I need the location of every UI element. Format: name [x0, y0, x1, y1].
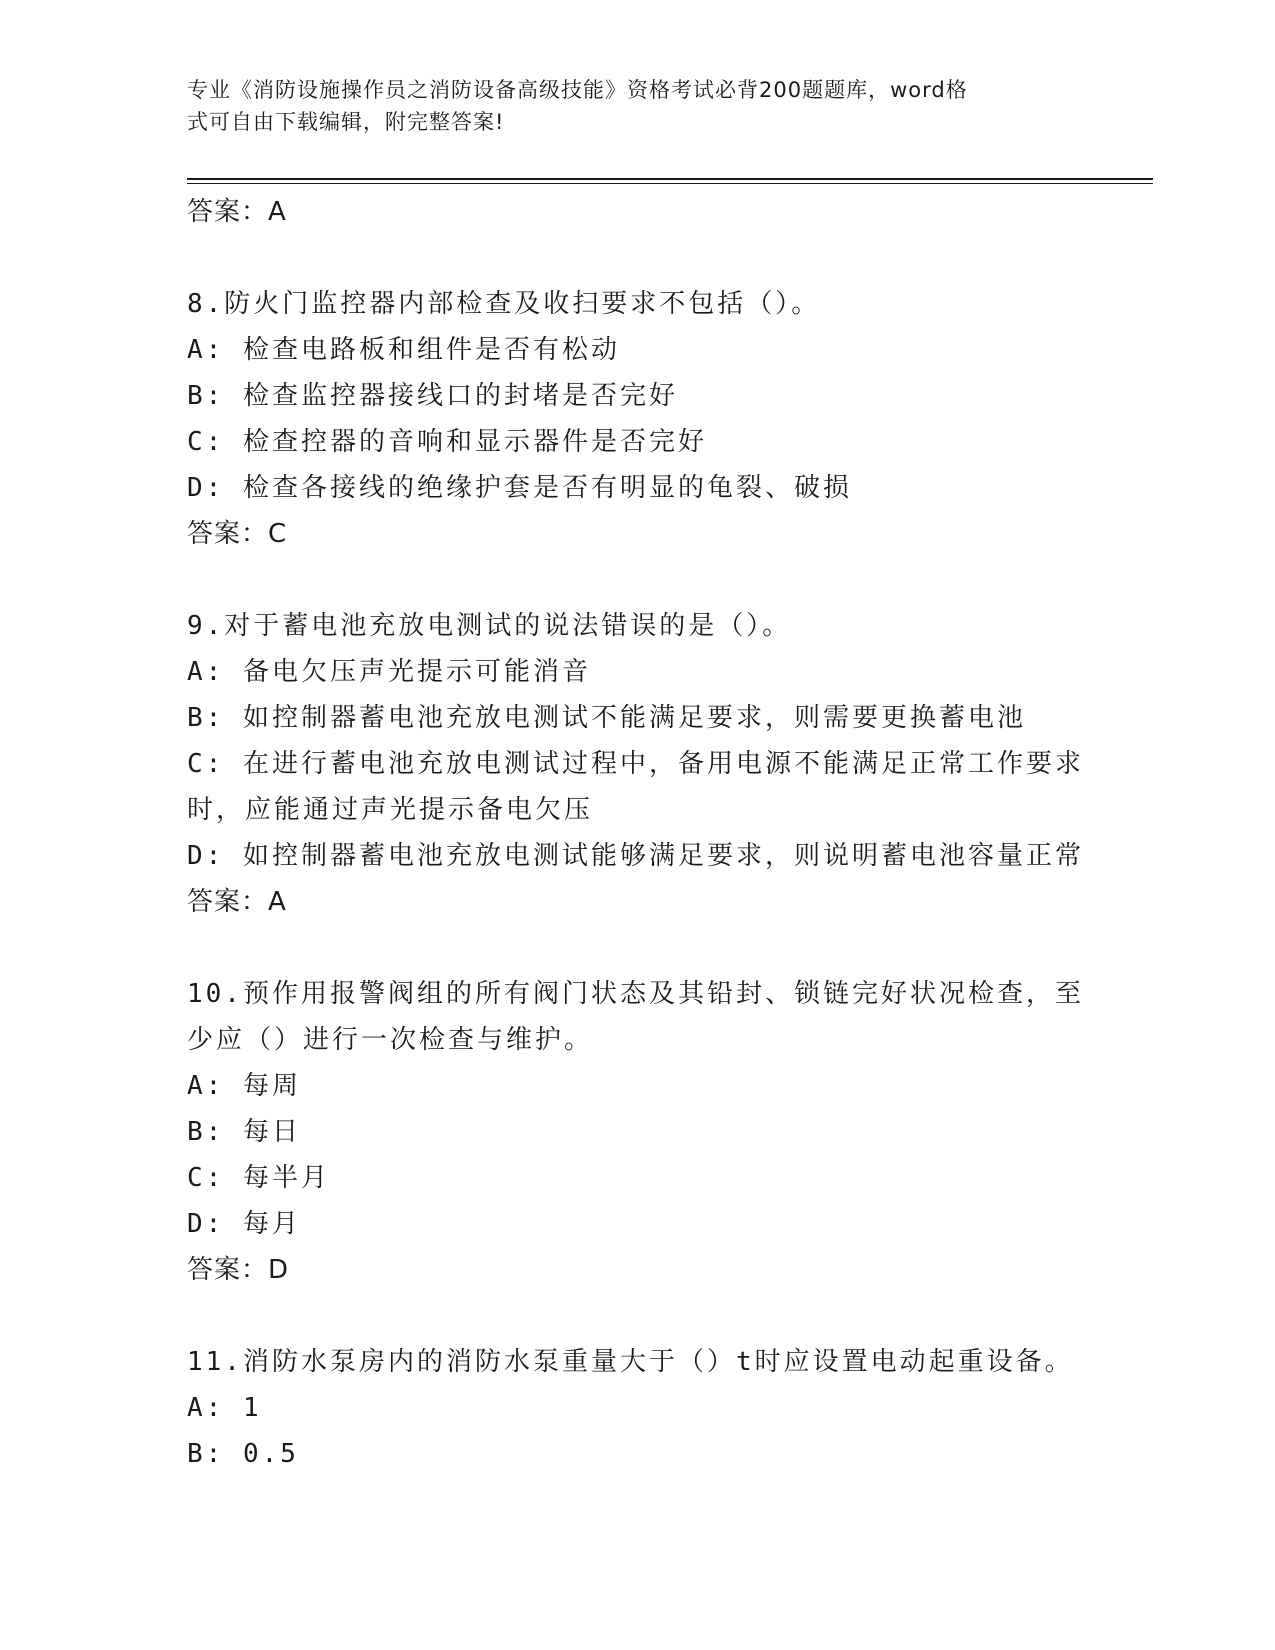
question-10 — [187, 971, 1087, 1293]
answer-q9: 答案：A — [187, 887, 287, 917]
question-list — [187, 189, 1087, 1477]
option-b: B: 0.5 — [187, 1439, 299, 1469]
option-c: C: 检查控器的音响和显示器件是否完好 — [187, 427, 707, 457]
option-a: A: 备电欠压声光提示可能消音 — [187, 657, 591, 687]
header-rule-thin — [187, 183, 1153, 184]
option-b: B: 检查监控器接线口的封堵是否完好 — [187, 381, 678, 411]
option-d: D: 如控制器蓄电池充放电测试能够满足要求，则说明蓄电池容量正常 — [187, 841, 1084, 871]
option-c: C: 每半月 — [187, 1163, 330, 1193]
question-9 — [187, 603, 1087, 925]
spacer — [187, 235, 1087, 281]
option-a: A: 1 — [187, 1393, 262, 1423]
question-stem-line-2: 少应（）进行一次检查与维护。 — [187, 1025, 594, 1055]
header-line-2: 式可自由下载编辑，附完整答案! — [187, 110, 505, 134]
answer-q7: 答案：A — [187, 197, 287, 227]
question-stem: 8.防火门监控器内部检查及收扫要求不包括（）。 — [187, 289, 821, 319]
spacer — [187, 1293, 1087, 1339]
header-rule-thick — [187, 178, 1153, 180]
header-line-1: 专业《消防设施操作员之消防设备高级技能》资格考试必背200题题库，word格 — [187, 78, 968, 102]
question-11 — [187, 1339, 1087, 1477]
answer-q8: 答案：C — [187, 519, 288, 549]
option-b: B: 每日 — [187, 1117, 301, 1147]
document-header — [187, 74, 1067, 138]
spacer — [187, 925, 1087, 971]
question-stem-line-1: 10.预作用报警阀组的所有阀门状态及其铅封、锁链完好状况检查，至 — [187, 979, 1084, 1009]
option-a: A: 检查电路板和组件是否有松动 — [187, 335, 620, 365]
question-stem: 11.消防水泵房内的消防水泵重量大于（）t时应设置电动起重设备。 — [187, 1347, 1074, 1377]
spacer — [187, 557, 1087, 603]
option-a: A: 每周 — [187, 1071, 301, 1101]
option-b: B: 如控制器蓄电池充放电测试不能满足要求，则需要更换蓄电池 — [187, 703, 1026, 733]
question-stem: 9.对于蓄电池充放电测试的说法错误的是（）。 — [187, 611, 792, 641]
option-c-line-2: 时，应能通过声光提示备电欠压 — [187, 795, 594, 825]
option-d: D: 检查各接线的绝缘护套是否有明显的龟裂、破损 — [187, 473, 852, 503]
option-d: D: 每月 — [187, 1209, 301, 1239]
answer-q10: 答案：D — [187, 1255, 290, 1285]
question-8 — [187, 281, 1087, 557]
option-c-line-1: C: 在进行蓄电池充放电测试过程中，备用电源不能满足正常工作要求 — [187, 749, 1084, 779]
